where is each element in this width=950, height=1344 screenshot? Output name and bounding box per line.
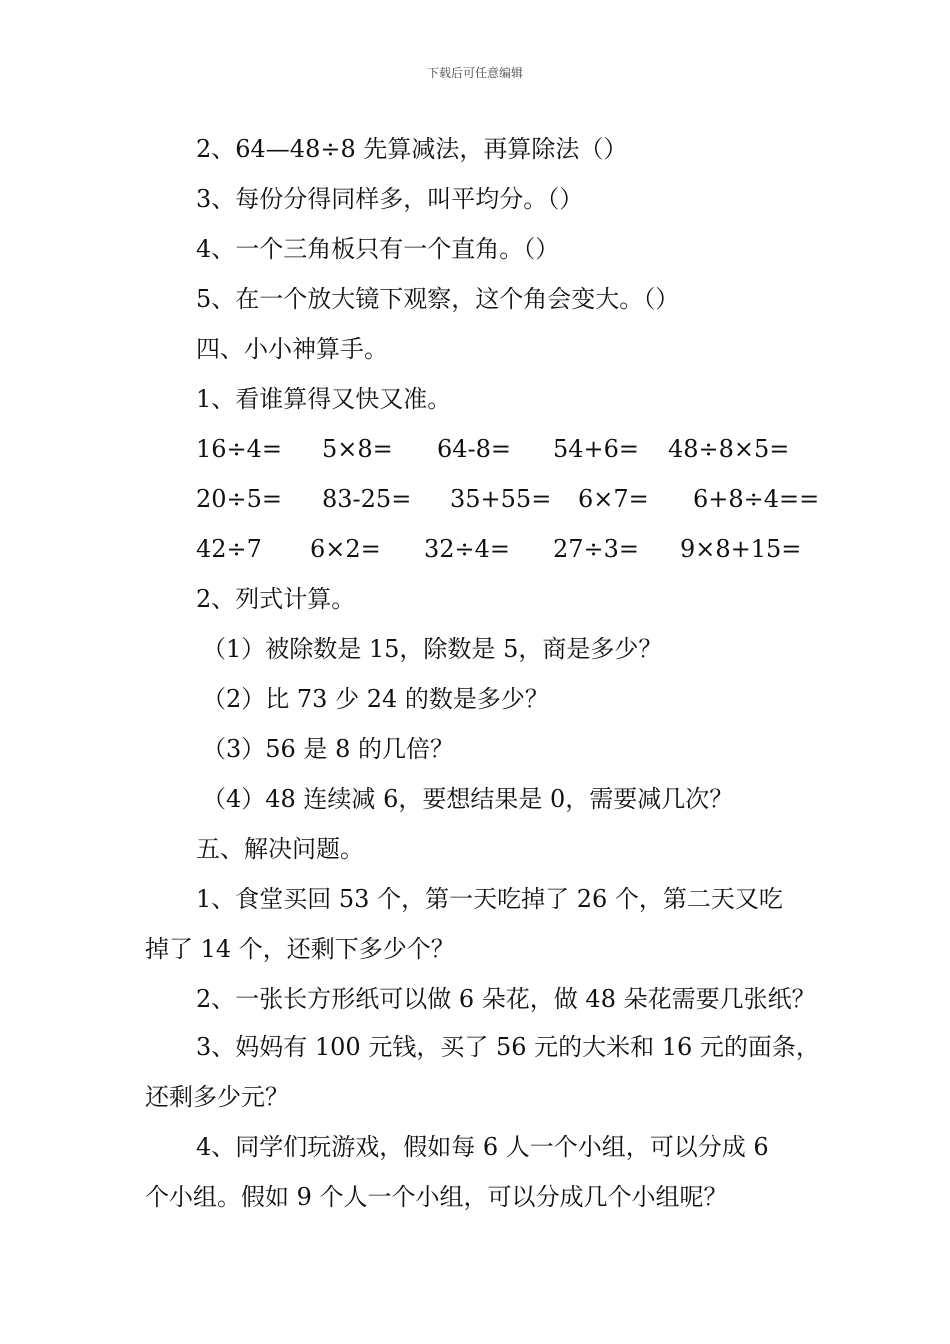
section-4-title: 四、小小神算手。 xyxy=(196,335,388,363)
calc-r1-c4: 54+6= xyxy=(553,435,640,463)
calc-r3-c5: 9×8+15= xyxy=(680,535,802,563)
judge-item-4: 4、一个三角板只有一个直角。（） xyxy=(196,235,560,263)
calc-r3-c2: 6×2= xyxy=(310,535,381,563)
judge-item-5: 5、在一个放大镜下观察，这个角会变大。（） xyxy=(196,285,680,313)
problem-4-line-1: 4、同学们玩游戏，假如每 6 人一个小组，可以分成 6 xyxy=(196,1133,769,1161)
problem-1-line-2: 掉了 14 个，还剩下多少个？ xyxy=(145,935,455,963)
list-item-4: （4）48 连续减 6，要想结果是 0，需要减几次？ xyxy=(202,785,734,813)
calc-r2-c2: 83-25= xyxy=(322,485,412,513)
calc-r2-c1: 20÷5= xyxy=(196,485,283,513)
sub-1-title: 1、看谁算得又快又准。 xyxy=(196,385,452,413)
list-item-2: （2）比 73 少 24 的数是多少？ xyxy=(202,685,549,713)
calc-r3-c3: 32÷4= xyxy=(424,535,511,563)
sub-2-title: 2、列式计算。 xyxy=(196,585,356,613)
calc-r1-c5: 48÷8×5= xyxy=(668,435,790,463)
problem-4-line-2: 个小组。假如 9 个人一个小组，可以分成几个小组呢？ xyxy=(145,1183,728,1211)
calc-r3-c1: 42÷7 xyxy=(196,535,262,563)
list-item-3: （3）56 是 8 的几倍？ xyxy=(202,735,454,763)
judge-item-3: 3、每份分得同样多，叫平均分。（） xyxy=(196,185,584,213)
problem-1-line-1: 1、食堂买回 53 个，第一天吃掉了 26 个，第二天又吃 xyxy=(196,885,783,913)
problem-2-line-1: 2、一张长方形纸可以做 6 朵花，做 48 朵花需要几张纸？ xyxy=(196,985,816,1013)
section-5-title: 五、解决问题。 xyxy=(196,835,364,863)
calc-r2-c3: 35+55= xyxy=(450,485,552,513)
calc-r1-c1: 16÷4= xyxy=(196,435,283,463)
page-header: 下载后可任意编辑 xyxy=(426,66,523,80)
calc-r2-c4: 6×7= xyxy=(578,485,649,513)
calc-r1-c3: 64-8= xyxy=(437,435,512,463)
judge-item-2: 2、64—48÷8 先算减法，再算除法（） xyxy=(196,135,628,163)
list-item-1: （1）被除数是 15，除数是 5，商是多少？ xyxy=(202,635,663,663)
calc-r2-c5: 6+8÷4== xyxy=(693,485,820,513)
problem-3-line-2: 还剩多少元？ xyxy=(145,1083,289,1111)
calc-r3-c4: 27÷3= xyxy=(553,535,640,563)
calc-r1-c2: 5×8= xyxy=(322,435,393,463)
problem-3-line-1: 3、妈妈有 100 元钱，买了 56 元的大米和 16 元的面条， xyxy=(196,1033,820,1061)
